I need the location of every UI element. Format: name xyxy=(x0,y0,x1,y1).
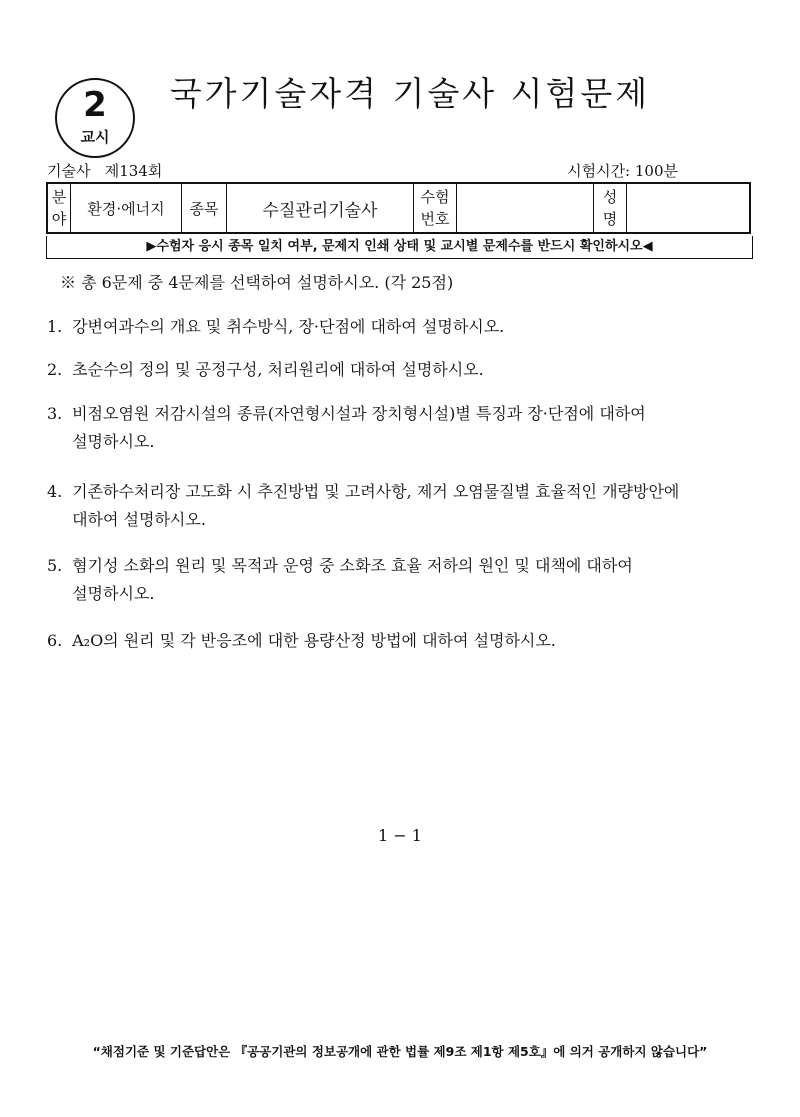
exam-no-field[interactable] xyxy=(457,183,594,233)
question-text-cont: 설명하시오. xyxy=(72,432,155,451)
category-label: 종목 xyxy=(182,183,227,233)
field-label-line-2: 야 xyxy=(51,210,67,228)
name-field[interactable] xyxy=(627,183,751,233)
disclaimer-footer: “채점기준 및 기준답안은 『공공기관의 정보공개에 관한 법률 제9조 제1항 제5호』에 의거 공개하지 않습니다” xyxy=(92,1044,708,1059)
question-5 xyxy=(47,552,767,608)
instruction: ※ 총 6문제 중 4문제를 선택하여 설명하시오. (각 25점) xyxy=(60,273,454,292)
question-6 xyxy=(47,627,767,655)
field-label-line-1: 분 xyxy=(51,188,67,206)
question-3 xyxy=(47,400,767,456)
question-text: 혐기성 소화의 원리 및 목적과 운영 중 소화조 효율 저하의 원인 및 대책에 대하여 xyxy=(72,556,633,575)
question-text: 강변여과수의 개요 및 취수방식, 장·단점에 대하여 설명하시오. xyxy=(72,317,505,336)
question-text: 비점오염원 저감시설의 종류(자연형시설과 장치형시설)별 특징과 장·단점에 대하여 xyxy=(72,404,646,423)
question-2 xyxy=(47,356,767,384)
question-number: 6. xyxy=(47,631,63,650)
category-value: 수질관리기술사 xyxy=(227,183,414,233)
exam-round: 기술사 제134회 xyxy=(47,162,163,180)
name-label-line-2: 명 xyxy=(602,210,618,228)
exam-no-label-line-2: 번호 xyxy=(420,210,450,228)
field-label-cell xyxy=(47,183,71,233)
exam-no-label-line-1: 수험 xyxy=(420,188,450,206)
page-title: 국가기술자격 기술사 시험문제 xyxy=(169,74,651,113)
question-1 xyxy=(47,313,767,341)
field-value: 환경·에너지 xyxy=(71,183,182,233)
name-label-cell xyxy=(594,183,627,233)
question-number: 5. xyxy=(47,556,63,575)
page-number: 1 − 1 xyxy=(378,826,422,845)
question-4 xyxy=(47,478,767,534)
exam-no-label-cell xyxy=(414,183,457,233)
name-label-line-1: 성 xyxy=(602,188,618,206)
exam-time: 시험시간: 100분 xyxy=(567,162,678,180)
question-number: 4. xyxy=(47,482,63,501)
period-badge xyxy=(55,78,135,158)
question-number: 3. xyxy=(47,404,63,423)
notice-banner: ▶수험자 응시 종목 일치 여부, 문제지 인쇄 상태 및 교시별 문제수를 반드시 확인하시오◀ xyxy=(46,236,753,259)
question-text: 기존하수처리장 고도화 시 추진방법 및 고려사항, 제거 오염물질별 효율적인 개량방안에 xyxy=(72,482,680,501)
question-number: 1. xyxy=(47,317,63,336)
question-number: 2. xyxy=(47,360,63,379)
exam-info-table xyxy=(46,182,751,234)
question-text-cont: 대하여 설명하시오. xyxy=(72,510,206,529)
period-label: 교시 xyxy=(80,128,110,146)
question-text-cont: 설명하시오. xyxy=(72,584,155,603)
question-text: 초순수의 정의 및 공정구성, 처리원리에 대하여 설명하시오. xyxy=(72,360,484,379)
question-text: A₂O의 원리 및 각 반응조에 대한 용량산정 방법에 대하여 설명하시오. xyxy=(72,631,556,650)
period-number: 2 xyxy=(83,85,107,125)
